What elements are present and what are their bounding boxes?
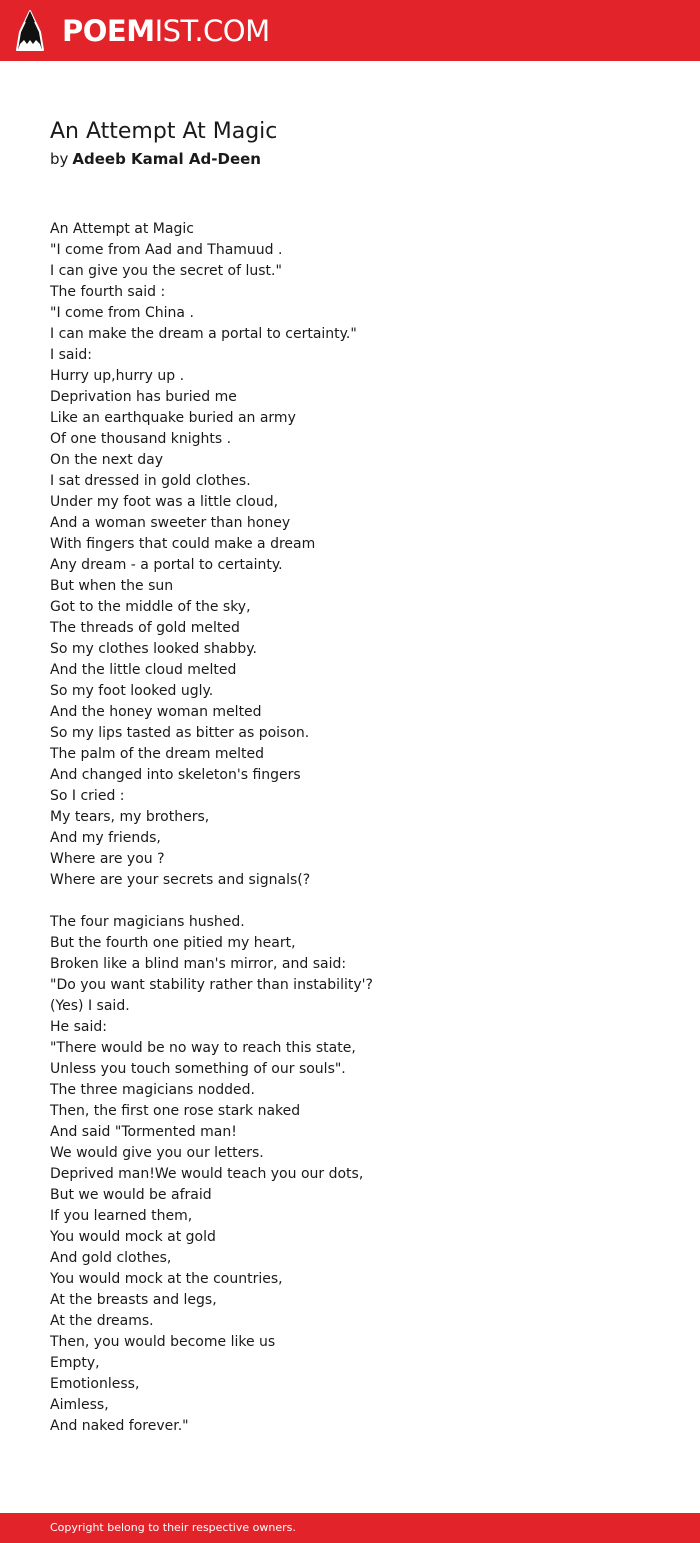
poem-line: Of one thousand knights . (50, 431, 232, 447)
site-header (0, 0, 700, 61)
poem-line: And the honey woman melted (50, 704, 262, 720)
poem-line: My tears, my brothers, (50, 809, 210, 825)
poem-line: He said: (50, 1019, 107, 1035)
byline-prefix: by (50, 150, 69, 168)
poem-line: Deprived man!We would teach you our dots, (50, 1166, 364, 1182)
poem-line: Broken like a blind man's mirror, and said: (50, 956, 347, 972)
poem-line: So I cried : (50, 788, 125, 804)
poem-line: And said "Tormented man! (50, 1124, 237, 1140)
poem-line: So my lips tasted as bitter as poison. (50, 725, 310, 741)
poem-line: I sat dressed in gold clothes. (50, 473, 251, 489)
poem-title: An Attempt At Magic (50, 119, 278, 144)
poem-line: Empty, (50, 1355, 100, 1371)
poem-line: Then, you would become like us (50, 1334, 276, 1350)
poem-line: "I come from China . (50, 305, 194, 321)
poem-line: The four magicians hushed. (50, 914, 245, 930)
poem-line: With fingers that could make a dream (50, 536, 316, 552)
poem-line: "Do you want stability rather than instability'? (50, 977, 373, 993)
poem-line: Under my foot was a little cloud, (50, 494, 279, 510)
poem-body (50, 219, 670, 1437)
stanza-break (50, 891, 670, 912)
logo-text-bold: POEM (62, 14, 155, 48)
poem-line: But we would be afraid (50, 1187, 212, 1203)
poem-line: I said: (50, 347, 92, 363)
poem-line: Then, the first one rose stark naked (50, 1103, 301, 1119)
poem-line: And naked forever." (50, 1418, 189, 1434)
poem-line: Where are you ? (50, 851, 165, 867)
poem-line: "I come from Aad and Thamuud . (50, 242, 283, 258)
poem-line: On the next day (50, 452, 163, 468)
poem-line: But when the sun (50, 578, 174, 594)
poem-line: At the breasts and legs, (50, 1292, 217, 1308)
poem-line: Got to the middle of the sky, (50, 599, 251, 615)
poem-line: (Yes) I said. (50, 998, 130, 1014)
poem-line: Deprivation has buried me (50, 389, 237, 405)
poem-line: I can give you the secret of lust." (50, 263, 282, 279)
poem-line: We would give you our letters. (50, 1145, 264, 1161)
poem-line: At the dreams. (50, 1313, 154, 1329)
poem-line: And the little cloud melted (50, 662, 237, 678)
poem-line: The threads of gold melted (50, 620, 240, 636)
site-footer (0, 1513, 700, 1543)
poem-line: Any dream - a portal to certainty. (50, 557, 283, 573)
poem-line: The palm of the dream melted (50, 746, 265, 762)
poem-line: Like an earthquake buried an army (50, 410, 296, 426)
poem-line: Where are your secrets and signals(? (50, 872, 311, 888)
poem-line: You would mock at gold (50, 1229, 216, 1245)
poem-line: And gold clothes, (50, 1250, 172, 1266)
poem-line: But the fourth one pitied my heart, (50, 935, 296, 951)
byline (50, 148, 261, 170)
poem-line: The fourth said : (50, 284, 166, 300)
poem-line: I can make the dream a portal to certainty." (50, 326, 357, 342)
poem-line: So my foot looked ugly. (50, 683, 214, 699)
poem-line: If you learned them, (50, 1208, 193, 1224)
poem-line: So my clothes looked shabby. (50, 641, 257, 657)
author-name: Adeeb Kamal Ad-Deen (72, 150, 261, 168)
pencil-tip-icon (16, 10, 44, 52)
site-logo-text (62, 12, 270, 50)
poem-line: You would mock at the countries, (50, 1271, 283, 1287)
poem-line: And changed into skeleton's fingers (50, 767, 301, 783)
poem-line: The three magicians nodded. (50, 1082, 255, 1098)
poem-line: Aimless, (50, 1397, 109, 1413)
poem-line: Unless you touch something of our souls". (50, 1061, 346, 1077)
poem-line: Emotionless, (50, 1376, 140, 1392)
poem-line: An Attempt at Magic (50, 221, 194, 237)
poem-line: And my friends, (50, 830, 161, 846)
poem-line: Hurry up,hurry up . (50, 368, 185, 384)
copyright-notice: Copyright belong to their respective owners. (50, 1521, 296, 1534)
poem-line: "There would be no way to reach this state, (50, 1040, 356, 1056)
logo-text-light: IST.COM (154, 14, 270, 48)
poem-line: And a woman sweeter than honey (50, 515, 291, 531)
